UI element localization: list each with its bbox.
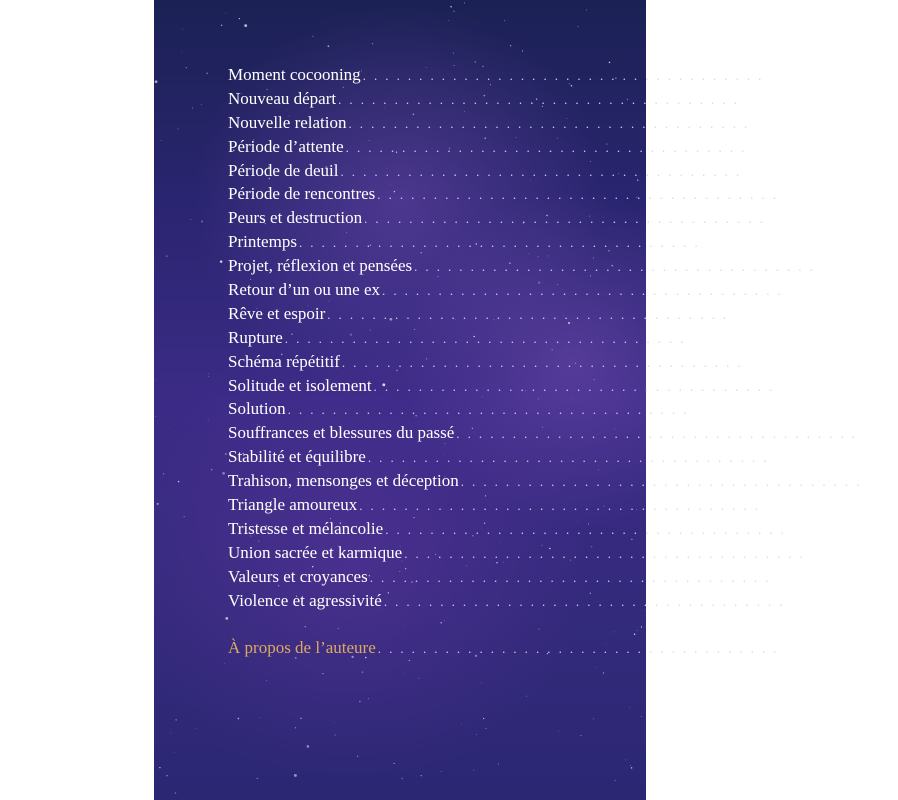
star [184, 516, 185, 517]
star [300, 718, 302, 720]
toc-entry-page: 111 [778, 68, 800, 84]
dot-leader: . . . . . . . . . . . . . . . . . . . . . . . . . . . . . . . . . . . . [341, 354, 744, 370]
star [208, 376, 209, 377]
star [498, 764, 499, 765]
toc-entry [228, 302, 765, 326]
star [170, 427, 171, 428]
dot-leader: . . . . . . . . . . . . . . . . . . . . . . . . . . . . . . . . . . . . [367, 450, 770, 466]
toc-entry [228, 350, 780, 374]
star [631, 767, 633, 769]
star [294, 774, 297, 777]
toc-entry [228, 254, 852, 278]
star [581, 735, 582, 736]
toc-entry-title: Moment cocooning [228, 65, 361, 84]
toc-entry-title: Triangle amoureux [228, 495, 358, 515]
star [450, 6, 452, 8]
star [157, 503, 159, 505]
star [402, 778, 403, 779]
dot-leader: . . . . . . . . . . . . . . . . . . . . . . . . . . . . . . . . . . . . [456, 426, 858, 442]
star [166, 255, 167, 256]
star [461, 724, 462, 725]
dot-leader: . . . . . . . . . . . . . . . . . . . . . . . . . . . . . . . . . . . . [338, 91, 740, 107]
toc-entry [228, 517, 823, 541]
toc-entry [228, 374, 811, 398]
dot-leader: . . . . . . . . . . . . . . . . . . . . . . . . . . . . . . . . . . . . [284, 330, 686, 346]
star [238, 718, 240, 720]
star [404, 673, 405, 674]
toc-entry-title: Rupture [228, 327, 283, 347]
toc-entry-title: À propos de l’auteure [228, 638, 376, 658]
star [641, 626, 642, 627]
toc-entry-page: 151 [818, 545, 842, 562]
toc-entry-title: Période d’attente [228, 136, 344, 156]
star [629, 707, 630, 708]
toc-entry-page: 123 [778, 211, 802, 228]
toc-entry-page: 129 [796, 283, 820, 300]
toc-entry [228, 206, 802, 230]
toc-entry-page: 117 [760, 139, 783, 156]
toc-entry [228, 493, 797, 517]
toc-entry-title: Stabilité et équilibre [228, 447, 366, 467]
star [335, 734, 336, 735]
dot-leader: . . . . . . . . . . . . . . . . . . . . . . . . . . . . . . . . . . . . [287, 402, 689, 418]
star [178, 481, 179, 482]
dot-leader: . . . . . . . . . . . . . . . . . . . . . . . . . . . . . . . . . . . . [377, 641, 779, 657]
star [174, 752, 175, 753]
toc-entry-page: 135 [756, 354, 780, 371]
star [266, 680, 267, 681]
star [362, 671, 364, 673]
toc-entry-page: 137 [788, 378, 811, 395]
star [615, 780, 616, 781]
toc-entry-title: Période de rencontres [228, 184, 376, 204]
toc-entry-title: Nouvelle relation [228, 112, 347, 132]
star [295, 727, 296, 728]
toc-entry-page: 115 [763, 115, 786, 132]
star [595, 667, 596, 668]
toc-entry [228, 278, 820, 302]
toc-entry-page: 121 [791, 187, 815, 204]
toc-entry [228, 469, 898, 493]
toc-entry-title: Peurs et destruction [228, 208, 363, 228]
dot-leader: . . . . . . . . . . . . . . . . . . . . . . . . . . . . . . . . . . . . [385, 521, 787, 537]
star [208, 373, 209, 374]
toc-entry-title: Valeurs et croyances [228, 566, 368, 586]
star [155, 379, 156, 380]
toc-entry-title: Violence et agressivité [228, 590, 382, 610]
toc-entry-title: Souffrances et blessures du passé [228, 423, 455, 443]
star [586, 9, 587, 10]
star [636, 630, 637, 631]
star [220, 260, 223, 263]
table-of-contents [228, 63, 898, 660]
star [630, 765, 631, 766]
dot-leader: . . . . . . . . . . . . . . . . . . . . . . . . . . . . . . . . . . . . [327, 306, 729, 322]
book-page [154, 0, 898, 800]
toc-entry-page: 153 [784, 569, 807, 586]
dot-leader: . . . . . . . . . . . . . . . . . . . . . . . . . . . . . . . . . . . . [460, 474, 862, 490]
star [225, 453, 226, 454]
star [625, 759, 626, 760]
star [485, 728, 486, 729]
star [176, 719, 177, 720]
toc-entry [228, 326, 722, 350]
star [201, 104, 202, 105]
toc-entry-title: Période de deuil [228, 160, 339, 180]
dot-leader: . . . . . . . . . . . . . . . . . . . . . . . . . . . . . . . . . . . . [369, 569, 771, 585]
star [206, 73, 207, 74]
toc-entry-page: 125 [713, 235, 737, 252]
dot-leader: . . . . . . . . . . . . . . . . . . . . . . . . . . . . . . . . . . . . [364, 211, 766, 227]
toc-entry-title: Projet, réflexion et pensées [228, 256, 413, 276]
star [476, 734, 477, 735]
star [226, 13, 227, 14]
star [201, 220, 203, 222]
star [464, 2, 465, 3]
star [481, 683, 482, 684]
toc-entry-page: 147 [773, 498, 797, 515]
star [577, 26, 578, 27]
toc-entry-title: Tristesse et mélancolie [228, 518, 384, 538]
star [357, 756, 358, 757]
star [175, 792, 176, 793]
toc-entry [228, 135, 783, 159]
star [159, 767, 160, 768]
star [448, 20, 449, 21]
star [334, 722, 335, 723]
toc-entry [228, 589, 821, 613]
toc-entry-page: 119 [755, 163, 778, 180]
star [614, 631, 615, 632]
dot-leader: . . . . . . . . . . . . . . . . . . . . . . . . . . . . . . . . . . . . [348, 115, 750, 131]
star [239, 18, 240, 19]
star [483, 718, 484, 719]
toc-entry-about-author [228, 636, 815, 660]
toc-entry [228, 159, 778, 183]
star [558, 731, 559, 732]
toc-entry [228, 63, 800, 87]
toc-entry [228, 87, 776, 111]
toc-entry-title: Trahison, mensonges et déception [228, 471, 459, 491]
star [182, 29, 183, 30]
toc-entry [228, 182, 815, 206]
toc-entry-title: Union sacrée et karmique [228, 542, 403, 562]
dot-leader: . . . . . . . . . . . . . . . . . . . . . . . . . . . . . . . . . . . . [298, 235, 701, 251]
star [196, 728, 197, 729]
star [224, 663, 225, 664]
star [634, 633, 635, 634]
toc-entry-title: Printemps [228, 232, 297, 252]
toc-entry-title: Solution [228, 399, 286, 419]
star [504, 20, 505, 21]
star [257, 778, 258, 779]
toc-entry-page: 143 [782, 450, 806, 467]
toc-entry-title: Rêve et espoir [228, 303, 326, 323]
star [394, 763, 395, 764]
dot-leader: . . . . . . . . . . . . . . . . . . . . . . . . . . . . . . . . . . . . [373, 378, 775, 394]
star [372, 43, 373, 44]
star [191, 219, 192, 220]
toc-entry-page: 145 [875, 474, 898, 491]
star [441, 771, 442, 772]
star [161, 140, 162, 141]
toc-entry-page: 127 [828, 259, 852, 276]
star [155, 80, 158, 83]
star [327, 45, 329, 47]
dot-leader: . . . . . . . . . . . . . . . . . . . . . . . . . . . . . . . . . . . . [362, 68, 764, 83]
dot-leader: . . . . . . . . . . . . . . . . . . . . . . . . . . . . . . . . . . . . [377, 187, 779, 203]
star [222, 472, 225, 475]
dot-leader: . . . . . . . . . . . . . . . . . . . . . . . . . . . . . . . . . . . . [382, 283, 784, 299]
dot-leader: . . . . . . . . . . . . . . . . . . . . . . . . . . . . . . . . . . . . [383, 593, 785, 609]
star [307, 745, 310, 748]
star [522, 50, 523, 51]
dot-leader: . . . . . . . . . . . . . . . . . . . . . . . . . . . . . . . . . . . . [359, 498, 761, 514]
toc-entry-page: 133 [699, 330, 722, 347]
toc-entry-page: 141 [870, 426, 894, 443]
star [641, 716, 642, 717]
star [192, 108, 193, 109]
star [368, 698, 369, 699]
toc-entry-page: 139 [702, 402, 725, 419]
toc-entry-title: Retour d’un ou une ex [228, 280, 381, 300]
toc-entry-title: Nouveau départ [228, 88, 337, 108]
toc-entry [228, 565, 807, 589]
star [221, 24, 223, 26]
star [322, 673, 323, 674]
star [359, 701, 360, 702]
star [312, 36, 313, 37]
star [445, 688, 446, 689]
toc-entry-title: Schéma répétitif [228, 351, 340, 371]
star [211, 469, 212, 470]
toc-entry-page: 113 [753, 91, 776, 108]
star [182, 52, 183, 53]
toc-entry [228, 445, 806, 469]
star [163, 473, 164, 474]
dot-leader: . . . . . . . . . . . . . . . . . . . . . . . . . . . . . . . . . . . . [414, 259, 816, 275]
star [244, 24, 247, 27]
toc-entry [228, 421, 894, 445]
toc-entry [228, 397, 725, 421]
toc-entry-title: Solitude et isolement [228, 375, 372, 395]
star [177, 128, 178, 129]
star [260, 717, 261, 718]
star [593, 718, 594, 719]
toc-entry-page: 155 [798, 593, 821, 610]
toc-entry [228, 230, 737, 254]
star [510, 45, 511, 46]
dot-leader: . . . . . . . . . . . . . . . . . . . . . . . . . . . . . . . . . . . . [404, 545, 806, 561]
toc-entry-page: 157 [792, 641, 815, 658]
star [418, 678, 419, 679]
star [473, 770, 474, 771]
toc-entry-page: 149 [799, 521, 823, 538]
star [453, 11, 454, 12]
star [609, 62, 611, 64]
dot-leader: . . . . . . . . . . . . . . . . . . . . . . . . . . . . . . . . . . . . [345, 139, 747, 155]
star [603, 672, 604, 673]
star [186, 67, 187, 68]
toc-entry [228, 111, 786, 135]
toc-entry [228, 541, 842, 565]
star [155, 416, 156, 417]
star [421, 775, 422, 776]
star [453, 53, 454, 54]
dot-leader: . . . . . . . . . . . . . . . . . . . . . . . . . . . . . . . . . . . . [340, 163, 742, 179]
star [166, 775, 167, 776]
star [526, 696, 527, 697]
toc-entry-page: 131 [741, 306, 765, 323]
star [208, 420, 209, 421]
star [170, 733, 171, 734]
